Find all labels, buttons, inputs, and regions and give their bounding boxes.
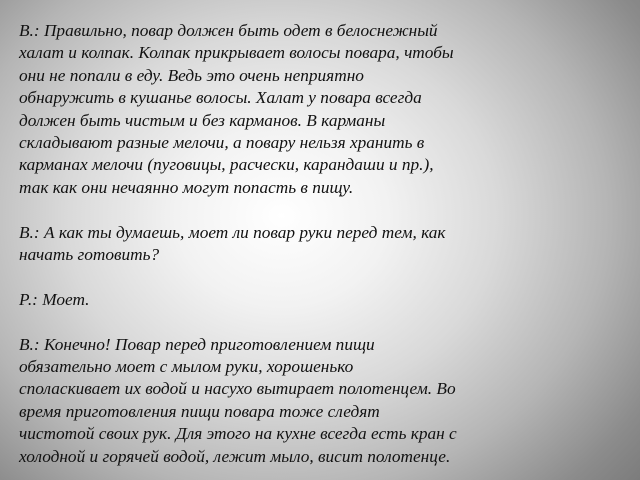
paragraph-question-handwashing bbox=[19, 222, 619, 267]
text-line: обнаружить в кушанье волосы. Халат у повара всегда bbox=[19, 88, 422, 108]
slide-text bbox=[19, 20, 619, 468]
text-line: Р.: Моет. bbox=[19, 289, 90, 309]
paragraph-gap bbox=[19, 311, 619, 333]
text-line: начать готовить? bbox=[19, 245, 160, 265]
text-line: время приготовления пищи повара тоже следят bbox=[19, 401, 380, 421]
text-line: споласкивает их водой и насухо вытирает полотенцем. Во bbox=[19, 379, 456, 399]
text-line: карманах мелочи (пуговицы, расчески, карандаши и пр.), bbox=[19, 155, 434, 175]
text-line: обязательно моет с мылом руки, хорошенько bbox=[19, 357, 354, 377]
paragraph-answer bbox=[19, 289, 619, 311]
text-line: В.: Правильно, повар должен быть одет в белоснежный bbox=[19, 21, 438, 40]
text-line: так как они нечаянно могут попасть в пищу. bbox=[19, 177, 354, 197]
text-line: должен быть чистым и без карманов. В карманы bbox=[19, 110, 386, 130]
paragraph-gap bbox=[19, 199, 619, 221]
text-line: чистотой своих рук. Для этого на кухне всегда есть кран с bbox=[19, 424, 457, 444]
text-line: они не попали в еду. Ведь это очень неприятно bbox=[19, 65, 364, 85]
text-line: В.: Конечно! Повар перед приготовлением пищи bbox=[19, 334, 375, 354]
text-line: халат и колпак. Колпак прикрывает волосы повара, чтобы bbox=[19, 43, 454, 63]
text-line: В.: А как ты думаешь, моет ли повар руки перед тем, как bbox=[19, 222, 446, 242]
paragraph-gap bbox=[19, 266, 619, 288]
paragraph-handwashing-explanation bbox=[19, 334, 619, 468]
text-line: холодной и горячей водой, лежит мыло, висит полотенце. bbox=[19, 446, 451, 466]
text-line: складывают разные мелочи, а повару нельзя хранить в bbox=[19, 133, 425, 153]
paragraph-cook-clothing bbox=[19, 20, 619, 199]
